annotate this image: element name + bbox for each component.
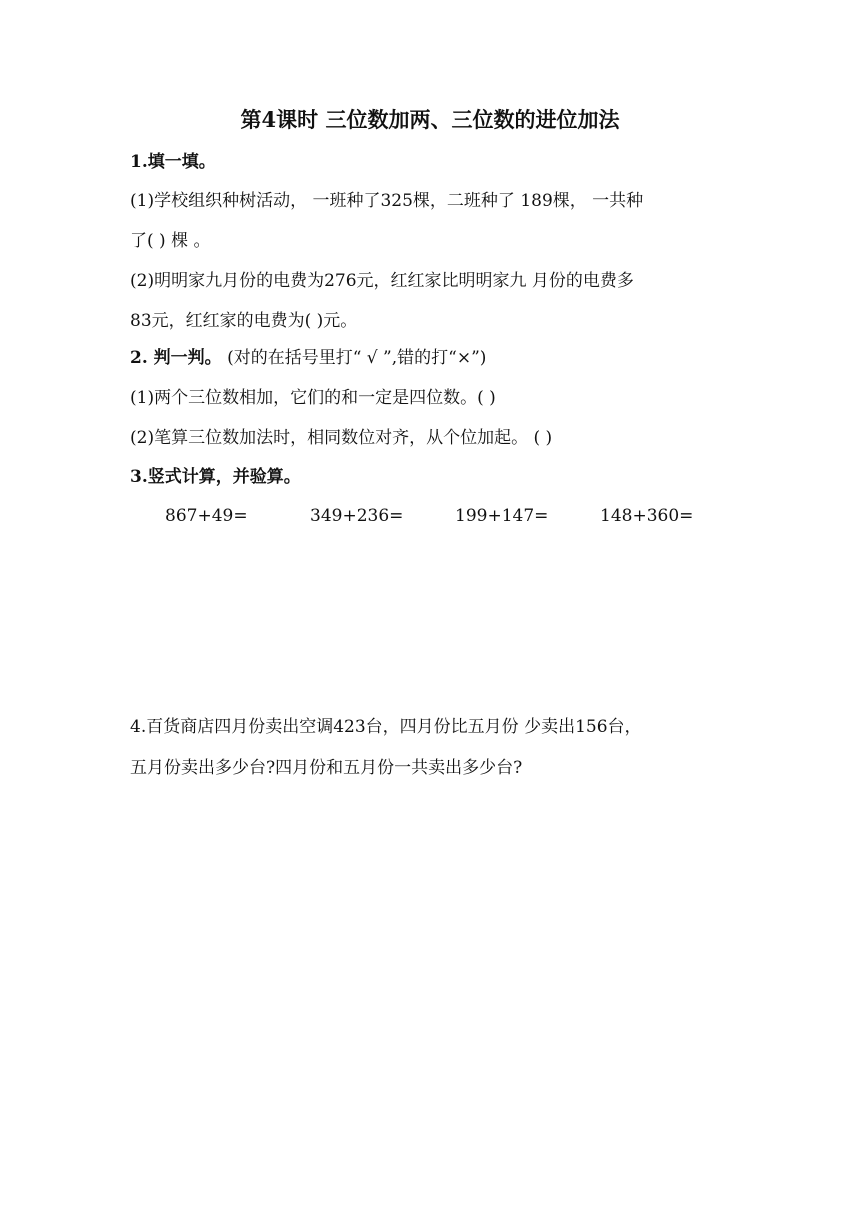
question-4-line-2: 五月份卖出多少台?四月份和五月份一共卖出多少台? <box>130 758 523 778</box>
question-1-2-line-2: 83元，红红家的电费为( )元。 <box>130 311 358 331</box>
question-4-line-1: 4.百货商店四月份卖出空调423台，四月份比五月份 少卖出156台， <box>130 717 642 737</box>
calculation-item: 148+360= <box>600 506 694 526</box>
question-1-1-line-1: (1)学校组织种树活动， 一班种了325棵，二班种了 189棵， 一共种 <box>130 191 644 211</box>
question-1-1-line-2: 了( ) 棵 。 <box>130 231 211 251</box>
question-1-2-line-1: (2)明明家九月份的电费为276元，红红家比明明家九 月份的电费多 <box>130 271 634 291</box>
question-2-2: (2)笔算三位数加法时，相同数位对齐，从个位加起。 ( ) <box>130 428 553 448</box>
calculation-row <box>0 504 860 530</box>
calculation-item: 349+236= <box>310 506 404 526</box>
calculation-item: 199+147= <box>455 506 549 526</box>
calculation-item: 867+49= <box>165 506 248 526</box>
section-2-heading: 2. 判一判。 <box>130 348 222 368</box>
question-2-1: (1)两个三位数相加，它们的和一定是四位数。( ) <box>130 388 496 408</box>
section-3-heading: 3.竖式计算，并验算。 <box>130 467 301 487</box>
page-title: 第4课时 三位数加两、三位数的进位加法 <box>240 107 620 132</box>
section-2-header <box>130 346 730 370</box>
section-2-instruction: (对的在括号里打“ √ ”,错的打“×”) <box>221 348 487 368</box>
section-1-heading: 1.填一填。 <box>130 152 216 172</box>
